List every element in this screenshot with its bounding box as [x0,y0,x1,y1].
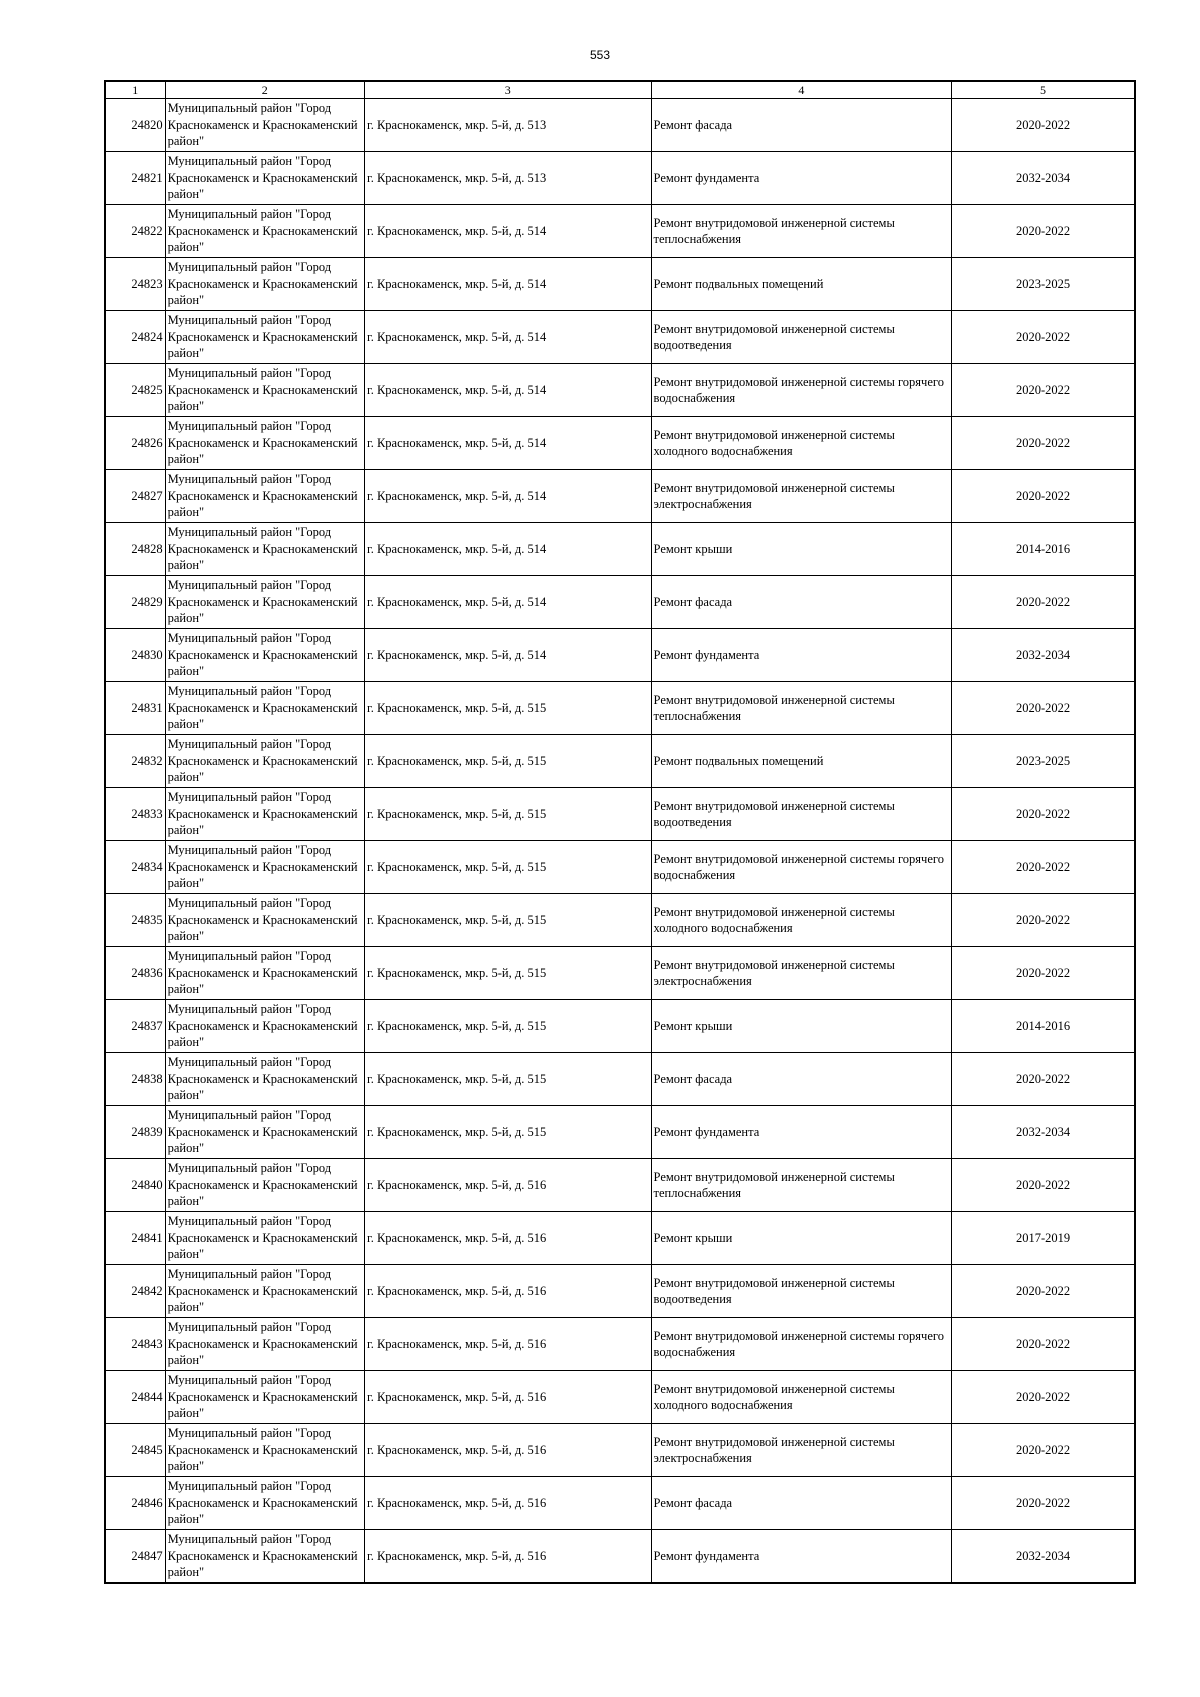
years-cell: 2020-2022 [952,788,1135,841]
address-cell: г. Краснокаменск, мкр. 5-й, д. 515 [364,788,651,841]
municipality-cell: Муниципальный район "Город Краснокаменск и Краснокаменский район" [165,470,364,523]
work-type-cell: Ремонт внутридомовой инженерной системы водоотведения [651,311,952,364]
address-cell: г. Краснокаменск, мкр. 5-й, д. 515 [364,682,651,735]
table-row [105,152,1135,205]
address-cell: г. Краснокаменск, мкр. 5-й, д. 516 [364,1318,651,1371]
years-cell: 2023-2025 [952,735,1135,788]
address-cell: г. Краснокаменск, мкр. 5-й, д. 514 [364,258,651,311]
table-row [105,841,1135,894]
address-cell: г. Краснокаменск, мкр. 5-й, д. 515 [364,735,651,788]
table-row [105,1371,1135,1424]
table-row [105,1053,1135,1106]
years-cell: 2020-2022 [952,1477,1135,1530]
table-row [105,523,1135,576]
years-cell: 2023-2025 [952,258,1135,311]
address-cell: г. Краснокаменск, мкр. 5-й, д. 515 [364,1053,651,1106]
row-number-cell: 24827 [105,470,165,523]
table-row [105,1318,1135,1371]
years-cell: 2020-2022 [952,1424,1135,1477]
years-cell: 2020-2022 [952,1159,1135,1212]
municipality-cell: Муниципальный район "Город Краснокаменск и Краснокаменский район" [165,417,364,470]
row-number-cell: 24835 [105,894,165,947]
municipality-cell: Муниципальный район "Город Краснокаменск и Краснокаменский район" [165,523,364,576]
row-number-cell: 24837 [105,1000,165,1053]
municipality-cell: Муниципальный район "Город Краснокаменск и Краснокаменский район" [165,1530,364,1584]
work-type-cell: Ремонт внутридомовой инженерной системы электроснабжения [651,947,952,1000]
municipality-cell: Муниципальный район "Город Краснокаменск и Краснокаменский район" [165,1106,364,1159]
municipality-cell: Муниципальный район "Город Краснокаменск и Краснокаменский район" [165,1159,364,1212]
table-row [105,1212,1135,1265]
municipality-cell: Муниципальный район "Город Краснокаменск и Краснокаменский район" [165,205,364,258]
years-cell: 2020-2022 [952,1371,1135,1424]
row-number-cell: 24822 [105,205,165,258]
row-number-cell: 24840 [105,1159,165,1212]
row-number-cell: 24831 [105,682,165,735]
work-type-cell: Ремонт крыши [651,1212,952,1265]
row-number-cell: 24836 [105,947,165,1000]
municipality-cell: Муниципальный район "Город Краснокаменск и Краснокаменский район" [165,1265,364,1318]
work-type-cell: Ремонт фасада [651,1477,952,1530]
table-row [105,1000,1135,1053]
address-cell: г. Краснокаменск, мкр. 5-й, д. 516 [364,1424,651,1477]
address-cell: г. Краснокаменск, мкр. 5-й, д. 514 [364,364,651,417]
row-number-cell: 24830 [105,629,165,682]
years-cell: 2020-2022 [952,841,1135,894]
address-cell: г. Краснокаменск, мкр. 5-й, д. 515 [364,947,651,1000]
years-cell: 2020-2022 [952,311,1135,364]
address-cell: г. Краснокаменск, мкр. 5-й, д. 514 [364,629,651,682]
municipality-cell: Муниципальный район "Город Краснокаменск и Краснокаменский район" [165,1424,364,1477]
row-number-cell: 24823 [105,258,165,311]
address-cell: г. Краснокаменск, мкр. 5-й, д. 516 [364,1530,651,1584]
work-type-cell: Ремонт фасада [651,576,952,629]
municipality-cell: Муниципальный район "Город Краснокаменск и Краснокаменский район" [165,152,364,205]
address-cell: г. Краснокаменск, мкр. 5-й, д. 514 [364,523,651,576]
table-body [105,81,1135,1583]
column-header-3: 3 [364,81,651,99]
column-header-row [105,81,1135,99]
work-type-cell: Ремонт внутридомовой инженерной системы электроснабжения [651,470,952,523]
row-number-cell: 24829 [105,576,165,629]
municipality-cell: Муниципальный район "Город Краснокаменск и Краснокаменский район" [165,682,364,735]
table-row [105,417,1135,470]
table-row [105,1477,1135,1530]
municipality-cell: Муниципальный район "Город Краснокаменск и Краснокаменский район" [165,894,364,947]
row-number-cell: 24821 [105,152,165,205]
table-row [105,470,1135,523]
address-cell: г. Краснокаменск, мкр. 5-й, д. 514 [364,417,651,470]
row-number-cell: 24842 [105,1265,165,1318]
row-number-cell: 24846 [105,1477,165,1530]
work-type-cell: Ремонт внутридомовой инженерной системы теплоснабжения [651,205,952,258]
municipality-cell: Муниципальный район "Город Краснокаменск и Краснокаменский район" [165,1477,364,1530]
work-type-cell: Ремонт фасада [651,1053,952,1106]
table-row [105,1159,1135,1212]
years-cell: 2032-2034 [952,152,1135,205]
address-cell: г. Краснокаменск, мкр. 5-й, д. 514 [364,470,651,523]
municipality-cell: Муниципальный район "Город Краснокаменск и Краснокаменский район" [165,311,364,364]
address-cell: г. Краснокаменск, мкр. 5-й, д. 515 [364,1106,651,1159]
capital-repair-table [104,80,1136,1584]
table-row [105,1530,1135,1584]
municipality-cell: Муниципальный район "Город Краснокаменск и Краснокаменский район" [165,1212,364,1265]
work-type-cell: Ремонт внутридомовой инженерной системы электроснабжения [651,1424,952,1477]
table-row [105,947,1135,1000]
row-number-cell: 24845 [105,1424,165,1477]
work-type-cell: Ремонт внутридомовой инженерной системы теплоснабжения [651,1159,952,1212]
table-row [105,1265,1135,1318]
work-type-cell: Ремонт внутридомовой инженерной системы холодного водоснабжения [651,1371,952,1424]
work-type-cell: Ремонт крыши [651,1000,952,1053]
column-header-4: 4 [651,81,952,99]
column-header-2: 2 [165,81,364,99]
address-cell: г. Краснокаменск, мкр. 5-й, д. 513 [364,152,651,205]
years-cell: 2020-2022 [952,205,1135,258]
municipality-cell: Муниципальный район "Город Краснокаменск и Краснокаменский район" [165,1371,364,1424]
row-number-cell: 24847 [105,1530,165,1584]
years-cell: 2020-2022 [952,894,1135,947]
column-header-1: 1 [105,81,165,99]
address-cell: г. Краснокаменск, мкр. 5-й, д. 515 [364,1000,651,1053]
row-number-cell: 24844 [105,1371,165,1424]
years-cell: 2032-2034 [952,629,1135,682]
table-row [105,735,1135,788]
work-type-cell: Ремонт внутридомовой инженерной системы холодного водоснабжения [651,417,952,470]
row-number-cell: 24841 [105,1212,165,1265]
work-type-cell: Ремонт внутридомовой инженерной системы холодного водоснабжения [651,894,952,947]
table-row [105,205,1135,258]
work-type-cell: Ремонт внутридомовой инженерной системы горячего водоснабжения [651,364,952,417]
row-number-cell: 24839 [105,1106,165,1159]
years-cell: 2014-2016 [952,1000,1135,1053]
address-cell: г. Краснокаменск, мкр. 5-й, д. 515 [364,894,651,947]
work-type-cell: Ремонт фасада [651,99,952,152]
years-cell: 2014-2016 [952,523,1135,576]
address-cell: г. Краснокаменск, мкр. 5-й, д. 516 [364,1159,651,1212]
work-type-cell: Ремонт крыши [651,523,952,576]
address-cell: г. Краснокаменск, мкр. 5-й, д. 515 [364,841,651,894]
table-row [105,1424,1135,1477]
municipality-cell: Муниципальный район "Город Краснокаменск и Краснокаменский район" [165,258,364,311]
municipality-cell: Муниципальный район "Город Краснокаменск и Краснокаменский район" [165,99,364,152]
work-type-cell: Ремонт внутридомовой инженерной системы водоотведения [651,788,952,841]
work-type-cell: Ремонт внутридомовой инженерной системы горячего водоснабжения [651,1318,952,1371]
table-row [105,788,1135,841]
table-row [105,1106,1135,1159]
row-number-cell: 24828 [105,523,165,576]
address-cell: г. Краснокаменск, мкр. 5-й, д. 516 [364,1212,651,1265]
row-number-cell: 24820 [105,99,165,152]
municipality-cell: Муниципальный район "Город Краснокаменск и Краснокаменский район" [165,576,364,629]
municipality-cell: Муниципальный район "Город Краснокаменск и Краснокаменский район" [165,364,364,417]
work-type-cell: Ремонт внутридомовой инженерной системы теплоснабжения [651,682,952,735]
work-type-cell: Ремонт фундамента [651,1106,952,1159]
years-cell: 2020-2022 [952,1318,1135,1371]
table-row [105,682,1135,735]
work-type-cell: Ремонт фундамента [651,152,952,205]
table-row [105,576,1135,629]
address-cell: г. Краснокаменск, мкр. 5-й, д. 516 [364,1265,651,1318]
years-cell: 2020-2022 [952,947,1135,1000]
years-cell: 2020-2022 [952,1053,1135,1106]
work-type-cell: Ремонт внутридомовой инженерной системы водоотведения [651,1265,952,1318]
years-cell: 2020-2022 [952,682,1135,735]
row-number-cell: 24824 [105,311,165,364]
row-number-cell: 24834 [105,841,165,894]
page-number: 553 [589,48,611,62]
municipality-cell: Муниципальный район "Город Краснокаменск и Краснокаменский район" [165,629,364,682]
municipality-cell: Муниципальный район "Город Краснокаменск и Краснокаменский район" [165,1000,364,1053]
row-number-cell: 24826 [105,417,165,470]
years-cell: 2020-2022 [952,1265,1135,1318]
municipality-cell: Муниципальный район "Город Краснокаменск и Краснокаменский район" [165,1053,364,1106]
table-row [105,629,1135,682]
municipality-cell: Муниципальный район "Город Краснокаменск и Краснокаменский район" [165,841,364,894]
address-cell: г. Краснокаменск, мкр. 5-й, д. 514 [364,576,651,629]
years-cell: 2032-2034 [952,1106,1135,1159]
row-number-cell: 24825 [105,364,165,417]
years-cell: 2017-2019 [952,1212,1135,1265]
address-cell: г. Краснокаменск, мкр. 5-й, д. 513 [364,99,651,152]
row-number-cell: 24838 [105,1053,165,1106]
work-type-cell: Ремонт подвальных помещений [651,735,952,788]
municipality-cell: Муниципальный район "Город Краснокаменск и Краснокаменский район" [165,947,364,1000]
municipality-cell: Муниципальный район "Город Краснокаменск и Краснокаменский район" [165,1318,364,1371]
column-header-5: 5 [952,81,1135,99]
address-cell: г. Краснокаменск, мкр. 5-й, д. 514 [364,205,651,258]
row-number-cell: 24843 [105,1318,165,1371]
years-cell: 2020-2022 [952,417,1135,470]
years-cell: 2020-2022 [952,470,1135,523]
work-type-cell: Ремонт фундамента [651,629,952,682]
table-row [105,364,1135,417]
table-row [105,894,1135,947]
row-number-cell: 24833 [105,788,165,841]
address-cell: г. Краснокаменск, мкр. 5-й, д. 514 [364,311,651,364]
years-cell: 2020-2022 [952,364,1135,417]
work-type-cell: Ремонт внутридомовой инженерной системы горячего водоснабжения [651,841,952,894]
address-cell: г. Краснокаменск, мкр. 5-й, д. 516 [364,1371,651,1424]
municipality-cell: Муниципальный район "Город Краснокаменск и Краснокаменский район" [165,788,364,841]
years-cell: 2020-2022 [952,99,1135,152]
row-number-cell: 24832 [105,735,165,788]
table-row [105,311,1135,364]
table-row [105,258,1135,311]
work-type-cell: Ремонт фундамента [651,1530,952,1584]
address-cell: г. Краснокаменск, мкр. 5-й, д. 516 [364,1477,651,1530]
years-cell: 2032-2034 [952,1530,1135,1584]
table-row [105,99,1135,152]
work-type-cell: Ремонт подвальных помещений [651,258,952,311]
years-cell: 2020-2022 [952,576,1135,629]
municipality-cell: Муниципальный район "Город Краснокаменск и Краснокаменский район" [165,735,364,788]
